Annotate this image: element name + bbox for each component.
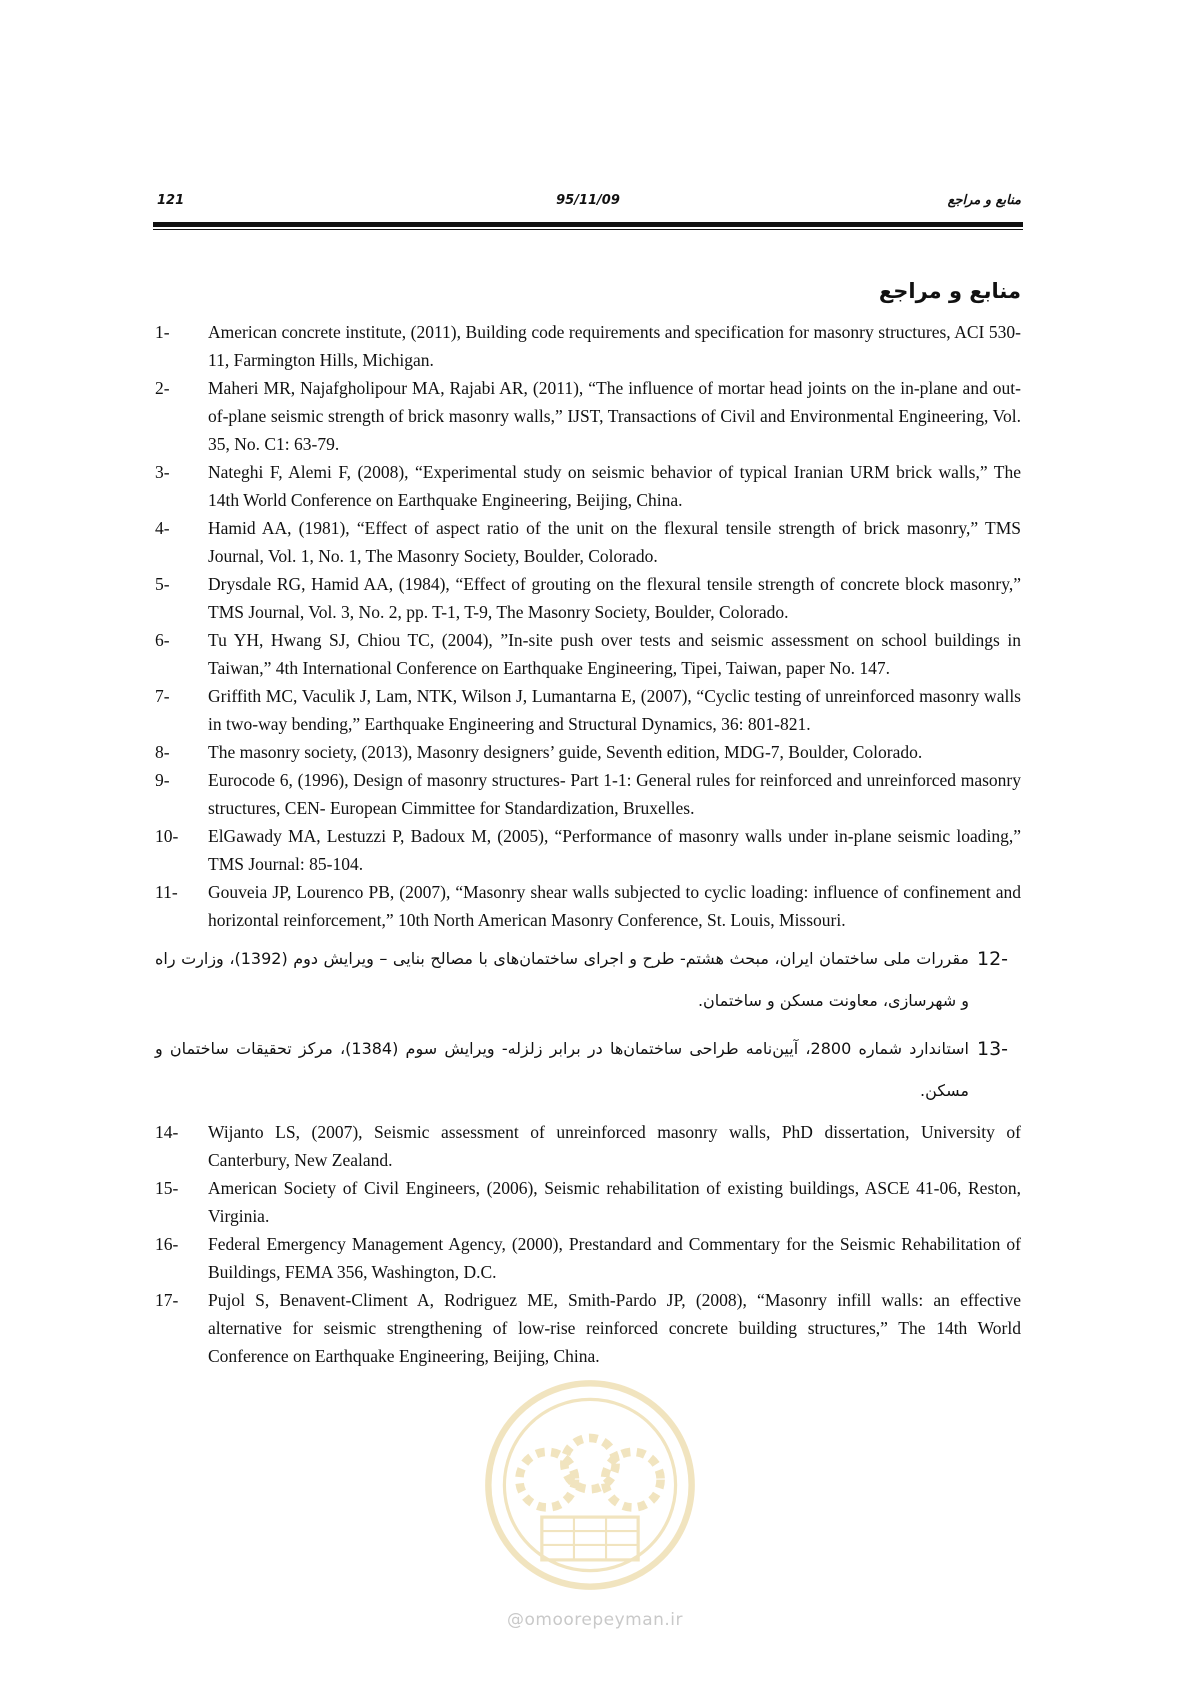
reference-text: استاندارد شماره 2800، آیین‌نامه طراحی ساختمان‌ها در برابر زلزله- ویرایش سوم (1384)، مرکز تحقیقات ساختمان و مسکن. xyxy=(155,1039,969,1100)
reference-number: 3- xyxy=(155,462,170,482)
reference-text: Wijanto LS, (2007), Seismic assessment of unreinforced masonry walls, PhD dissertation, University of Canterbury, New Zealand. xyxy=(208,1122,1021,1170)
reference-text: مقررات ملی ساختمان ایران، مبحث هشتم- طرح و اجرای ساختمان‌های با مصالح بنایی – ویرایش دوم (1392)، وزارت راه و شهرسازی، معاونت مسکن و ساختمان. xyxy=(155,949,969,1010)
reference-item xyxy=(155,766,1021,822)
reference-text: ElGawady MA, Lestuzzi P, Badoux M, (2005), “Performance of masonry walls under in-plane seismic loading,” TMS Journal: 85-104. xyxy=(208,826,1021,874)
reference-number: 13- xyxy=(977,1038,1009,1060)
gear-seal-logo-icon xyxy=(483,1378,697,1592)
reference-number: 6- xyxy=(155,630,170,650)
running-title: منابع و مراجع xyxy=(947,193,1021,208)
reference-item xyxy=(155,822,1021,878)
reference-text: Pujol S, Benavent-Climent A, Rodriguez ME, Smith-Pardo JP, (2008), “Masonry infill walls: an effective alternative for seismic strengthening of low-rise reinforced concrete building structures,” The 14th World Conference on Earthquake Engineering, Beijing, China. xyxy=(208,1290,1021,1366)
reference-text: Gouveia JP, Lourenco PB, (2007), “Masonry shear walls subjected to cyclic loading: influence of confinement and horizontal reinforcement,” 10th North American Masonry Conference, St. Louis, Missouri. xyxy=(208,882,1021,930)
reference-item xyxy=(155,514,1021,570)
reference-item xyxy=(155,458,1021,514)
reference-text: The masonry society, (2013), Masonry designers’ guide, Seventh edition, MDG-7, Boulder, Colorado. xyxy=(208,742,923,762)
reference-number: 9- xyxy=(155,770,170,790)
reference-item xyxy=(155,318,1021,374)
reference-number: 15- xyxy=(155,1178,179,1198)
reference-text: American Society of Civil Engineers, (2006), Seismic rehabilitation of existing buildings, ASCE 41-06, Reston, Virginia. xyxy=(208,1178,1021,1226)
reference-text: Federal Emergency Management Agency, (2000), Prestandard and Commentary for the Seismic Rehabilitation of Buildings, FEMA 356, Washington, D.C. xyxy=(208,1234,1021,1282)
reference-number: 17- xyxy=(155,1290,179,1310)
reference-number: 2- xyxy=(155,378,170,398)
reference-item xyxy=(155,570,1021,626)
reference-item xyxy=(155,1174,1021,1230)
page-number: 121 xyxy=(157,193,185,208)
reference-text: Eurocode 6, (1996), Design of masonry structures- Part 1-1: General rules for reinforced and unreinforced masonry structures, CEN- European Cimmittee for Standardization, Bruxelles. xyxy=(208,770,1021,818)
reference-number: 8- xyxy=(155,742,170,762)
watermark-site: @omoorepeyman.ir xyxy=(506,1610,684,1630)
reference-text: Drysdale RG, Hamid AA, (1984), “Effect of grouting on the flexural tensile strength of concrete block masonry,” TMS Journal, Vol. 3, No. 2, pp. T-1, T-9, The Masonry Society, Boulder, Colorado. xyxy=(208,574,1021,622)
reference-number: 12- xyxy=(977,948,1009,970)
reference-item xyxy=(155,1230,1021,1286)
reference-number: 1- xyxy=(155,322,170,342)
section-title: منابع و مراجع xyxy=(878,279,1021,303)
at-icon: @ xyxy=(506,1610,525,1630)
reference-item xyxy=(155,1118,1021,1174)
reference-item xyxy=(155,682,1021,738)
reference-item-persian xyxy=(155,1028,1021,1112)
reference-text: Griffith MC, Vaculik J, Lam, NTK, Wilson J, Lumantarna E, (2007), “Cyclic testing of unreinforced masonry walls in two-way bending,” Earthquake Engineering and Structural Dynamics, 36: 801-821. xyxy=(208,686,1021,734)
reference-item xyxy=(155,626,1021,682)
reference-item xyxy=(155,374,1021,458)
reference-number: 14- xyxy=(155,1122,179,1142)
reference-item xyxy=(155,1286,1021,1370)
header-rule-thin xyxy=(153,229,1023,230)
reference-text: American concrete institute, (2011), Building code requirements and specification for masonry structures, ACI 530-11, Farmington Hills, Michigan. xyxy=(208,322,1021,370)
reference-text: Maheri MR, Najafgholipour MA, Rajabi AR, (2011), “The influence of mortar head joints on the in-plane and out-of-plane seismic strength of brick masonry walls,” IJST, Transactions of Civil and Environmental Engineering, Vol. 35, No. C1: 63-79. xyxy=(208,378,1021,454)
page-header xyxy=(155,193,1021,213)
reference-item xyxy=(155,878,1021,934)
reference-text: Tu YH, Hwang SJ, Chiou TC, (2004), ”In-site push over tests and seismic assessment on school buildings in Taiwan,” 4th International Conference on Earthquake Engineering, Tipei, Taiwan, paper No. 147. xyxy=(208,630,1021,678)
header-date: 95/11/09 xyxy=(556,193,620,208)
reference-number: 5- xyxy=(155,574,170,594)
reference-number: 7- xyxy=(155,686,170,706)
reference-list xyxy=(155,318,1021,1370)
reference-text: Nateghi F, Alemi F, (2008), “Experimental study on seismic behavior of typical Iranian URM brick walls,” The 14th World Conference on Earthquake Engineering, Beijing, China. xyxy=(208,462,1021,510)
reference-text: Hamid AA, (1981), “Effect of aspect ratio of the unit on the flexural tensile strength of brick masonry,” TMS Journal, Vol. 1, No. 1, The Masonry Society, Boulder, Colorado. xyxy=(208,518,1021,566)
reference-item-persian xyxy=(155,938,1021,1022)
reference-item xyxy=(155,738,1021,766)
reference-number: 4- xyxy=(155,518,170,538)
reference-number: 10- xyxy=(155,826,179,846)
header-rule-thick xyxy=(153,222,1023,227)
reference-number: 11- xyxy=(155,882,178,902)
reference-number: 16- xyxy=(155,1234,179,1254)
